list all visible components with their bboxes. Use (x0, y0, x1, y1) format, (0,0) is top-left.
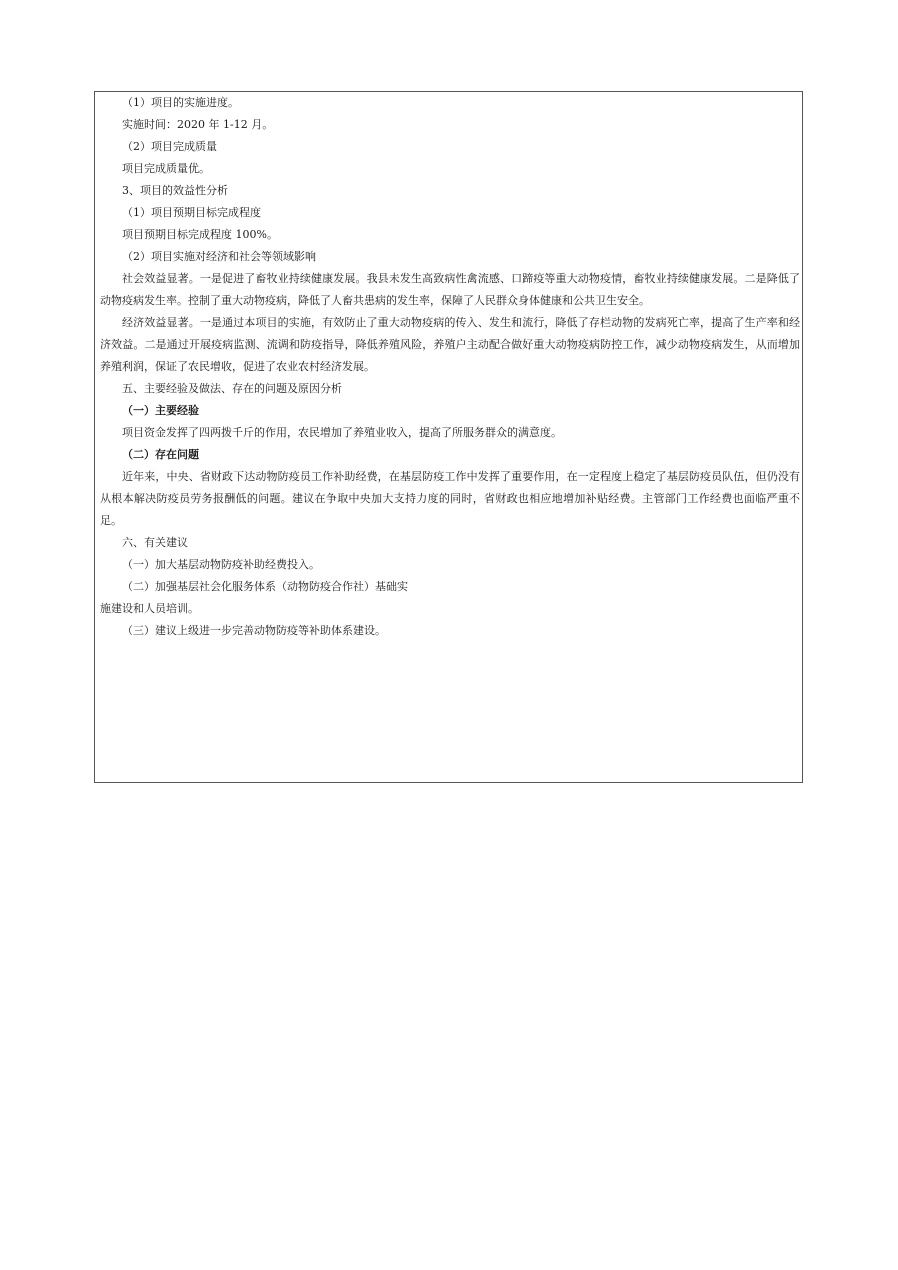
paragraph-problems: 近年来，中央、省财政下达动物防疫员工作补助经费，在基层防疫工作中发挥了重要作用，在一定程度上稳定了基层防疫员队伍，但仍没有从根本解决防疫员劳务报酬低的问题。建议在争取中央加大支持力度的同时，省财政也相应地增加补贴经费。主管部门工作经费也面临严重不足。 (100, 470, 800, 527)
experience-heading: （一）主要经验 (122, 404, 199, 417)
paragraph-social-benefit: 社会效益显著。一是促进了畜牧业持续健康发展。我县未发生高致病性禽流感、口蹄疫等重大动物疫情，畜牧业持续健康发展。二是降低了动物疫病发生率。控制了重大动物疫病，降低了人畜共患病的发生率，保障了人民群众身体健康和公共卫生安全。 (100, 272, 800, 307)
experience-text: 项目资金发挥了四两拨千斤的作用，农民增加了养殖业收入，提高了所服务群众的满意度。 (122, 426, 562, 439)
text-line-time: 实施时间：2020 年 1-12 月。 (122, 118, 274, 131)
text-line-benefit-heading: 3、项目的效益性分析 (122, 184, 228, 197)
text-line-quality-heading: （2）项目完成质量 (122, 140, 217, 153)
text-line-quality: 项目完成质量优。 (122, 162, 210, 175)
text-line-progress: （1）项目的实施进度。 (122, 96, 239, 109)
section-five-title: 五、主要经验及做法、存在的问题及原因分析 (122, 382, 342, 395)
problems-heading: （二）存在问题 (122, 448, 199, 461)
document-content (100, 92, 800, 642)
suggestion-two-line-two: 施建设和人员培训。 (100, 602, 199, 615)
section-six-title: 六、有关建议 (122, 536, 188, 549)
text-line-impact-heading: （2）项目实施对经济和社会等领域影响 (122, 250, 316, 263)
suggestion-three: （三）建议上级进一步完善动物防疫等补助体系建设。 (122, 624, 386, 637)
paragraph-economic-benefit: 经济效益显著。一是通过本项目的实施，有效防止了重大动物疫病的传入、发生和流行，降低了存栏动物的发病死亡率，提高了生产率和经济效益。二是通过开展疫病监测、流调和防疫指导，降低养殖风险，养殖户主动配合做好重大动物疫病防控工作，减少动物疫病发生，从而增加养殖利润，保证了农民增收，促进了农业农村经济发展。 (100, 316, 800, 373)
text-line-target: 项目预期目标完成程度 100%。 (122, 228, 278, 241)
suggestion-one: （一）加大基层动物防疫补助经费投入。 (122, 558, 320, 571)
text-line-target-heading: （1）项目预期目标完成程度 (122, 206, 261, 219)
suggestion-two-line-one: （二）加强基层社会化服务体系（动物防疫合作社）基础实 (122, 580, 408, 593)
